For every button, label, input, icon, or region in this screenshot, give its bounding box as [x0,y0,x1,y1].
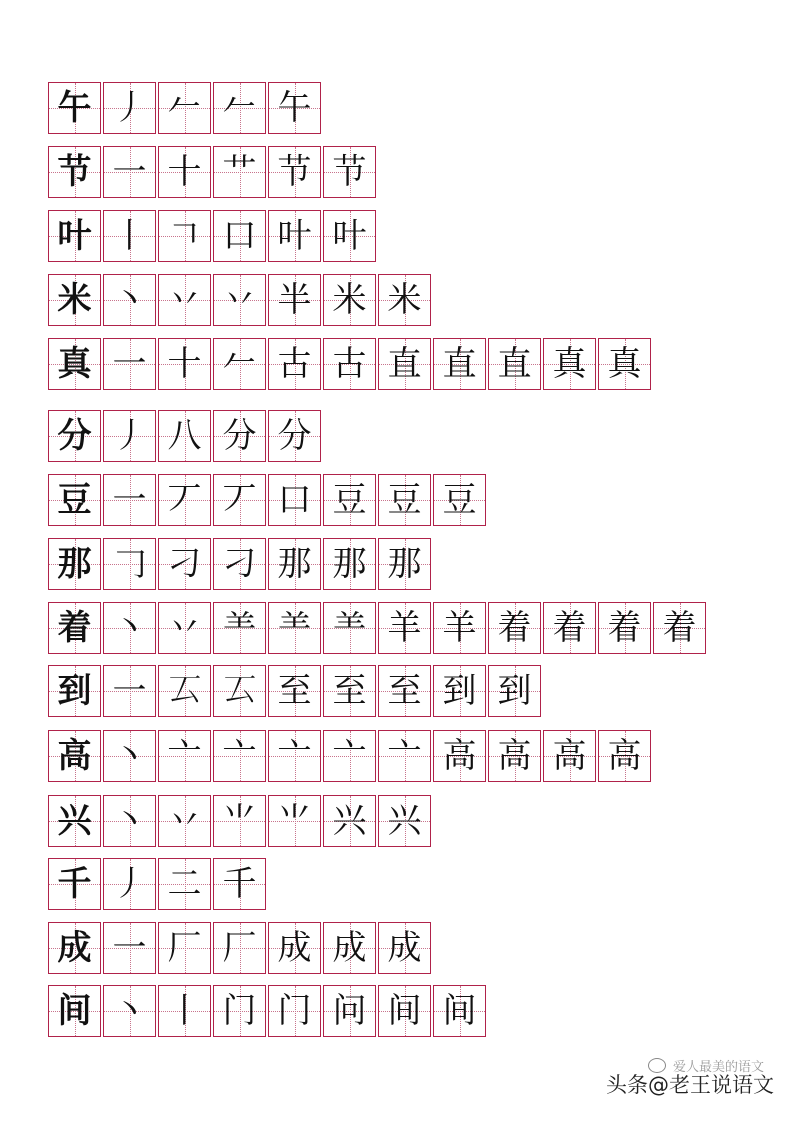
stroke-step-cell [213,410,266,462]
stroke-step-cell [323,474,376,526]
stroke-step: 艹 [222,152,257,192]
stroke-row [48,795,433,849]
stroke-step: 二 [167,864,202,904]
stroke-step: 𠃍 [167,216,202,256]
stroke-step: 到 [497,671,532,711]
stroke-step-cell [598,338,651,390]
stroke-step: 亠 [277,736,312,776]
stroke-step-cell [433,730,486,782]
character-cell [48,82,101,134]
stroke-step-cell [323,146,376,198]
stroke-step-cell [543,730,596,782]
stroke-step-cell [103,274,156,326]
stroke-step: 亠 [332,736,367,776]
character: 间 [57,991,92,1031]
stroke-step-cell [378,602,431,654]
stroke-step: 一 [112,928,147,968]
stroke-step: 刁 [222,544,257,584]
stroke-step: ⺌ [277,801,312,841]
stroke-step-cell [433,602,486,654]
stroke-step: 那 [387,544,422,584]
stroke-row [48,665,543,719]
stroke-step: 丷 [167,801,202,841]
stroke-step: 门 [277,991,312,1031]
stroke-step: 节 [332,152,367,192]
stroke-step-cell [103,795,156,847]
stroke-row [48,922,433,976]
stroke-step-cell [158,665,211,717]
stroke-step-cell [213,730,266,782]
stroke-step: 间 [387,991,422,1031]
stroke-step: 直 [442,344,477,384]
stroke-step-cell [323,538,376,590]
stroke-step-cell [378,274,431,326]
stroke-step: 𠂉 [222,344,257,384]
stroke-step-cell [378,338,431,390]
character: 到 [57,671,92,711]
stroke-step: 直 [387,344,422,384]
stroke-step-cell [213,665,266,717]
stroke-step: 午 [277,88,312,128]
stroke-step: 到 [442,671,477,711]
stroke-step-cell [378,665,431,717]
character-cell [48,538,101,590]
stroke-step: 古 [277,344,312,384]
stroke-step: 至 [277,671,312,711]
stroke-step-cell [323,985,376,1037]
character: 豆 [57,480,92,520]
stroke-step-cell [323,602,376,654]
stroke-step: 羊 [387,608,422,648]
stroke-step: 八 [167,416,202,456]
stroke-step-cell [323,795,376,847]
stroke-step-cell [158,274,211,326]
stroke-step-cell [158,795,211,847]
stroke-step-cell [488,730,541,782]
character: 兴 [57,801,92,841]
stroke-step: 那 [277,544,312,584]
stroke-step: 叶 [332,216,367,256]
stroke-step-cell [268,274,321,326]
character: 分 [57,416,92,456]
stroke-row [48,985,488,1039]
stroke-step: 丿 [112,864,147,904]
stroke-step-cell [158,410,211,462]
stroke-step-cell [158,858,211,910]
stroke-step: 𠫔 [167,671,202,711]
stroke-step: ⺌ [222,801,257,841]
stroke-step: 十 [167,152,202,192]
stroke-row [48,538,433,592]
character: 成 [57,928,92,968]
stroke-step: 那 [332,544,367,584]
stroke-step-cell [433,338,486,390]
stroke-step: 成 [387,928,422,968]
stroke-step-cell [378,922,431,974]
stroke-step-cell [268,795,321,847]
stroke-step-cell [158,82,211,134]
stroke-row [48,210,378,264]
stroke-step: 口 [277,480,312,520]
stroke-step-cell [158,338,211,390]
stroke-step: 米 [387,280,422,320]
watermark-text: 头条@老王说语文 [606,1073,774,1097]
stroke-step-cell [103,665,156,717]
stroke-step: 着 [552,608,587,648]
stroke-step: 问 [332,991,367,1031]
stroke-step: 丿 [112,88,147,128]
stroke-step-cell [103,474,156,526]
stroke-step-cell [488,338,541,390]
stroke-step-cell [103,602,156,654]
stroke-step-cell [268,474,321,526]
character: 着 [57,608,92,648]
stroke-step: 分 [277,416,312,456]
watermark-top-text: 爱人最美的语文 [672,1060,764,1075]
stroke-step-cell [213,795,266,847]
stroke-step: 真 [607,344,642,384]
stroke-step-cell [158,210,211,262]
stroke-step-cell [323,922,376,974]
character: 高 [57,736,92,776]
stroke-step: 豆 [332,480,367,520]
stroke-step-cell [103,858,156,910]
stroke-step: 𠂉 [222,88,257,128]
stroke-step-cell [653,602,706,654]
stroke-step-cell [213,538,266,590]
stroke-step: 丶 [112,608,147,648]
watermark [606,1069,774,1099]
stroke-row [48,274,433,328]
stroke-step: 叶 [277,216,312,256]
stroke-step: 𠂉 [167,88,202,128]
character: 节 [57,152,92,192]
character: 真 [57,344,92,384]
character-cell [48,858,101,910]
stroke-step-cell [323,730,376,782]
stroke-step: 刁 [167,544,202,584]
stroke-step: 着 [497,608,532,648]
character: 那 [57,544,92,584]
stroke-step: 至 [332,671,367,711]
stroke-step-cell [158,922,211,974]
stroke-step: 丆 [167,480,202,520]
stroke-step-cell [268,338,321,390]
stroke-row [48,410,323,464]
stroke-step: 丨 [112,216,147,256]
stroke-step-cell [268,985,321,1037]
stroke-step: 着 [662,608,697,648]
stroke-step-cell [323,210,376,262]
stroke-step: 丷 [167,280,202,320]
stroke-step-cell [323,665,376,717]
stroke-step-cell [213,985,266,1037]
character-cell [48,410,101,462]
stroke-step-cell [158,730,211,782]
stroke-step: 分 [222,416,257,456]
character-cell [48,338,101,390]
stroke-step-cell [543,602,596,654]
stroke-step: 间 [442,991,477,1031]
stroke-step: 门 [222,991,257,1031]
stroke-step: 一 [112,152,147,192]
stroke-step-cell [103,146,156,198]
stroke-step: 至 [387,671,422,711]
stroke-row [48,338,653,392]
stroke-step: ⺷ [277,608,312,648]
stroke-step-cell [433,665,486,717]
stroke-step-cell [158,538,211,590]
stroke-step-cell [378,474,431,526]
stroke-step: 成 [332,928,367,968]
stroke-step-cell [103,730,156,782]
stroke-step: 丷 [167,608,202,648]
stroke-step-cell [213,858,266,910]
stroke-step: ⺷ [332,608,367,648]
character-cell [48,730,101,782]
stroke-step-cell [488,665,541,717]
character: 千 [57,864,92,904]
stroke-step-cell [213,82,266,134]
stroke-row [48,602,708,656]
stroke-step-cell [213,474,266,526]
character: 午 [57,88,92,128]
stroke-step: 十 [167,344,202,384]
stroke-step: 高 [442,736,477,776]
stroke-step-cell [268,146,321,198]
stroke-step-cell [268,730,321,782]
stroke-step: 丶 [112,736,147,776]
stroke-step-cell [378,730,431,782]
stroke-row [48,82,323,136]
stroke-step: 一 [112,671,147,711]
stroke-step-cell [433,474,486,526]
character-cell [48,795,101,847]
stroke-step: 丶 [112,801,147,841]
stroke-step-cell [213,274,266,326]
character-cell [48,665,101,717]
stroke-step-cell [543,338,596,390]
stroke-step-cell [103,82,156,134]
stroke-step-cell [378,795,431,847]
stroke-step-cell [378,538,431,590]
stroke-step: 着 [607,608,642,648]
stroke-step: 古 [332,344,367,384]
stroke-step: 米 [332,280,367,320]
stroke-step-cell [268,665,321,717]
stroke-step-cell [158,474,211,526]
stroke-step: 丆 [222,480,257,520]
stroke-step-cell [488,602,541,654]
stroke-step-cell [103,985,156,1037]
stroke-step-cell [268,410,321,462]
stroke-step: 丶 [112,280,147,320]
character-cell [48,474,101,526]
stroke-step-cell [268,210,321,262]
stroke-step: 豆 [442,480,477,520]
stroke-step: 丶 [112,991,147,1031]
character: 叶 [57,216,92,256]
stroke-step-cell [213,602,266,654]
stroke-step-cell [213,146,266,198]
stroke-step: 厂 [167,928,202,968]
stroke-row [48,474,488,528]
stroke-step: 高 [607,736,642,776]
stroke-step: 丿 [112,416,147,456]
stroke-step-cell [103,210,156,262]
stroke-step-cell [213,210,266,262]
stroke-step: 亠 [167,736,202,776]
stroke-step: 羊 [442,608,477,648]
stroke-step: 𠃌 [112,544,147,584]
stroke-step-cell [323,338,376,390]
character-cell [48,985,101,1037]
stroke-step-cell [103,410,156,462]
stroke-step: 亠 [387,736,422,776]
stroke-step: 亠 [222,736,257,776]
stroke-step: 丨 [167,991,202,1031]
stroke-step: 高 [497,736,532,776]
stroke-step-cell [103,338,156,390]
stroke-row [48,730,653,784]
stroke-step: 一 [112,480,147,520]
stroke-step: 直 [497,344,532,384]
stroke-step: 𠫔 [222,671,257,711]
character-cell [48,922,101,974]
character-cell [48,602,101,654]
stroke-step-cell [378,985,431,1037]
stroke-row [48,146,378,200]
stroke-step: 成 [277,928,312,968]
stroke-step: 口 [222,216,257,256]
stroke-step: ⺷ [222,608,257,648]
stroke-step-cell [268,602,321,654]
stroke-step: 高 [552,736,587,776]
stroke-step: 兴 [387,801,422,841]
stroke-step: 豆 [387,480,422,520]
stroke-step-cell [213,922,266,974]
stroke-step-cell [268,82,321,134]
character-cell [48,274,101,326]
stroke-step-cell [103,922,156,974]
stroke-step: 真 [552,344,587,384]
character-cell [48,146,101,198]
stroke-step: 千 [222,864,257,904]
stroke-row [48,858,268,912]
stroke-step: 半 [277,280,312,320]
stroke-step-cell [213,338,266,390]
stroke-step-cell [158,602,211,654]
stroke-step-cell [268,922,321,974]
stroke-step-cell [433,985,486,1037]
stroke-step-cell [598,602,651,654]
stroke-step: 厂 [222,928,257,968]
stroke-step-cell [158,146,211,198]
stroke-step: 丷 [222,280,257,320]
stroke-step-cell [268,538,321,590]
stroke-step-cell [598,730,651,782]
stroke-step-cell [158,985,211,1037]
stroke-step: 节 [277,152,312,192]
stroke-step-cell [103,538,156,590]
stroke-step: 兴 [332,801,367,841]
character: 米 [57,280,92,320]
character-cell [48,210,101,262]
stroke-step: 一 [112,344,147,384]
stroke-step-cell [323,274,376,326]
